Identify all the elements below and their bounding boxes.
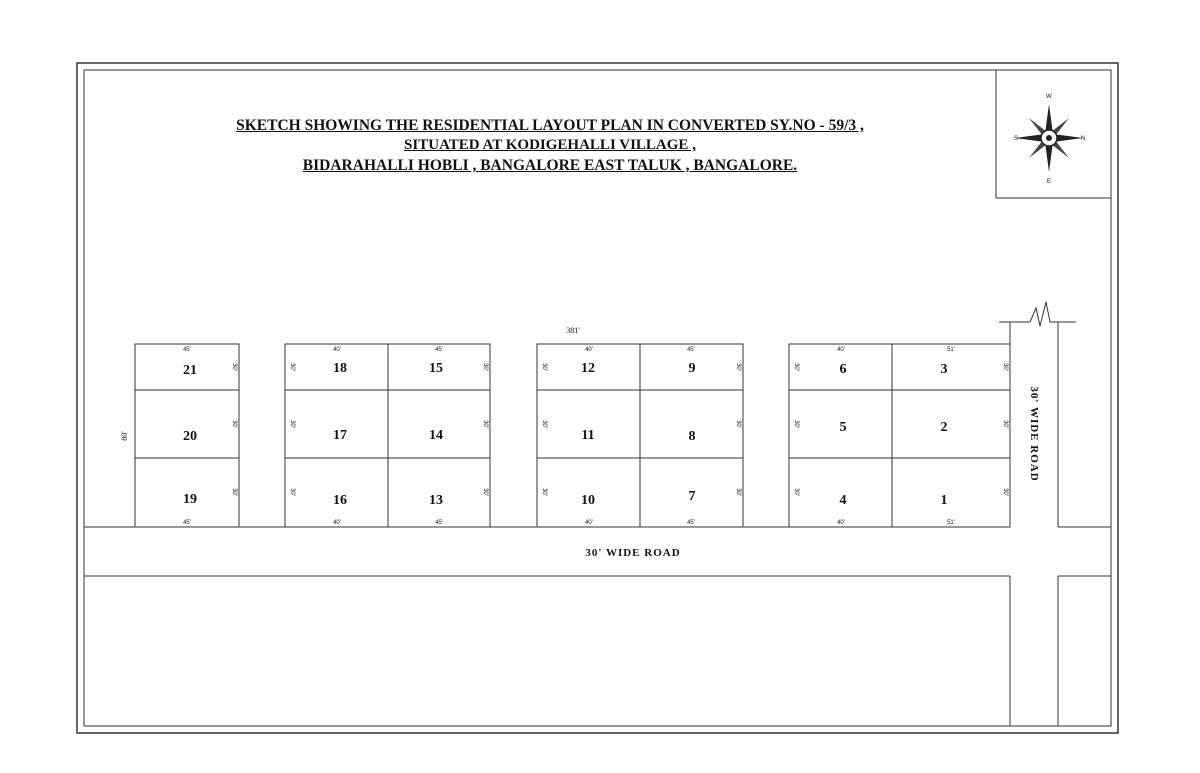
dim-label: 30' xyxy=(289,363,295,371)
plot-label: 8 xyxy=(688,429,696,444)
plot-numbers xyxy=(183,361,948,508)
plot-label: 19 xyxy=(183,492,197,507)
dim-label: 45' xyxy=(435,347,443,353)
dim-label: 45' xyxy=(183,347,191,353)
road-outlines xyxy=(84,302,1111,726)
dim-label: 40' xyxy=(585,347,593,353)
dim-label: 30' xyxy=(231,420,237,428)
plot-label: 12 xyxy=(581,361,595,376)
dim-label: 30' xyxy=(541,488,547,496)
dim-label: 30' xyxy=(289,488,295,496)
dim-label: 40' xyxy=(333,347,341,353)
horizontal-road-label: 30' WIDE ROAD xyxy=(585,547,681,559)
left-depth-dim: 80' xyxy=(120,431,129,441)
plot-label: 18 xyxy=(333,361,347,376)
plot-label: 16 xyxy=(333,493,347,508)
total-width-dim: 381' xyxy=(566,326,580,335)
compass-rose-icon xyxy=(1015,104,1086,172)
compass-north-label: N xyxy=(1080,136,1086,142)
dim-label: 30' xyxy=(793,488,799,496)
dim-label: 45' xyxy=(183,520,191,526)
plot-label: 1 xyxy=(940,493,948,508)
dim-label: 40' xyxy=(585,520,593,526)
plot-label: 17 xyxy=(333,428,347,443)
dim-label: 30' xyxy=(735,488,741,496)
dim-label: 51' xyxy=(947,347,955,353)
plot-label: 6 xyxy=(839,362,847,377)
dim-label: 30' xyxy=(793,363,799,371)
plot-label: 20 xyxy=(183,429,197,444)
dim-label: 30' xyxy=(482,363,488,371)
vertical-road-label: 30' WIDE ROAD xyxy=(1028,386,1040,482)
compass-east-label: E xyxy=(1046,179,1052,185)
plot-label: 4 xyxy=(839,493,847,508)
dim-label: 30' xyxy=(289,420,295,428)
dim-label: 30' xyxy=(541,363,547,371)
dim-label: 45' xyxy=(687,347,695,353)
plot-depth-dims xyxy=(231,363,1008,496)
plot-label: 7 xyxy=(688,489,696,504)
dim-label: 40' xyxy=(837,347,845,353)
plot-label: 14 xyxy=(429,428,443,443)
dim-label: 30' xyxy=(231,363,237,371)
dim-label: 30' xyxy=(1002,363,1008,371)
title-line-2: SITUATED AT KODIGEHALLI VILLAGE , xyxy=(404,137,696,153)
dim-label: 30' xyxy=(482,488,488,496)
compass-west-label: W xyxy=(1046,94,1052,100)
plot-label: 21 xyxy=(183,363,197,378)
plot-label: 13 xyxy=(429,493,443,508)
plot-label: 15 xyxy=(429,361,443,376)
dim-label: 40' xyxy=(837,520,845,526)
dim-label: 45' xyxy=(435,520,443,526)
dim-label: 30' xyxy=(1002,420,1008,428)
plot-label: 11 xyxy=(581,428,595,443)
plot-label: 2 xyxy=(940,420,948,435)
dim-label: 45' xyxy=(687,520,695,526)
plot-label: 3 xyxy=(940,362,948,377)
dim-label: 40' xyxy=(333,520,341,526)
title-line-1: SKETCH SHOWING THE RESIDENTIAL LAYOUT PLAN IN CONVERTED SY.NO - 59/3 , xyxy=(236,117,864,134)
dim-label: 30' xyxy=(1002,488,1008,496)
dim-label: 30' xyxy=(231,488,237,496)
plot-blocks xyxy=(135,344,1010,527)
compass-south-label: S xyxy=(1013,136,1019,142)
plot-label: 10 xyxy=(581,493,595,508)
plot-label: 5 xyxy=(839,420,847,435)
dim-label: 30' xyxy=(735,420,741,428)
dim-label: 30' xyxy=(793,420,799,428)
dim-label: 30' xyxy=(482,420,488,428)
plot-label: 9 xyxy=(688,361,696,376)
dim-label: 30' xyxy=(541,420,547,428)
dim-label: 51' xyxy=(947,520,955,526)
title-line-3: BIDARAHALLI HOBLI , BANGALORE EAST TALUK , BANGALORE. xyxy=(302,157,798,174)
dim-label: 30' xyxy=(735,363,741,371)
